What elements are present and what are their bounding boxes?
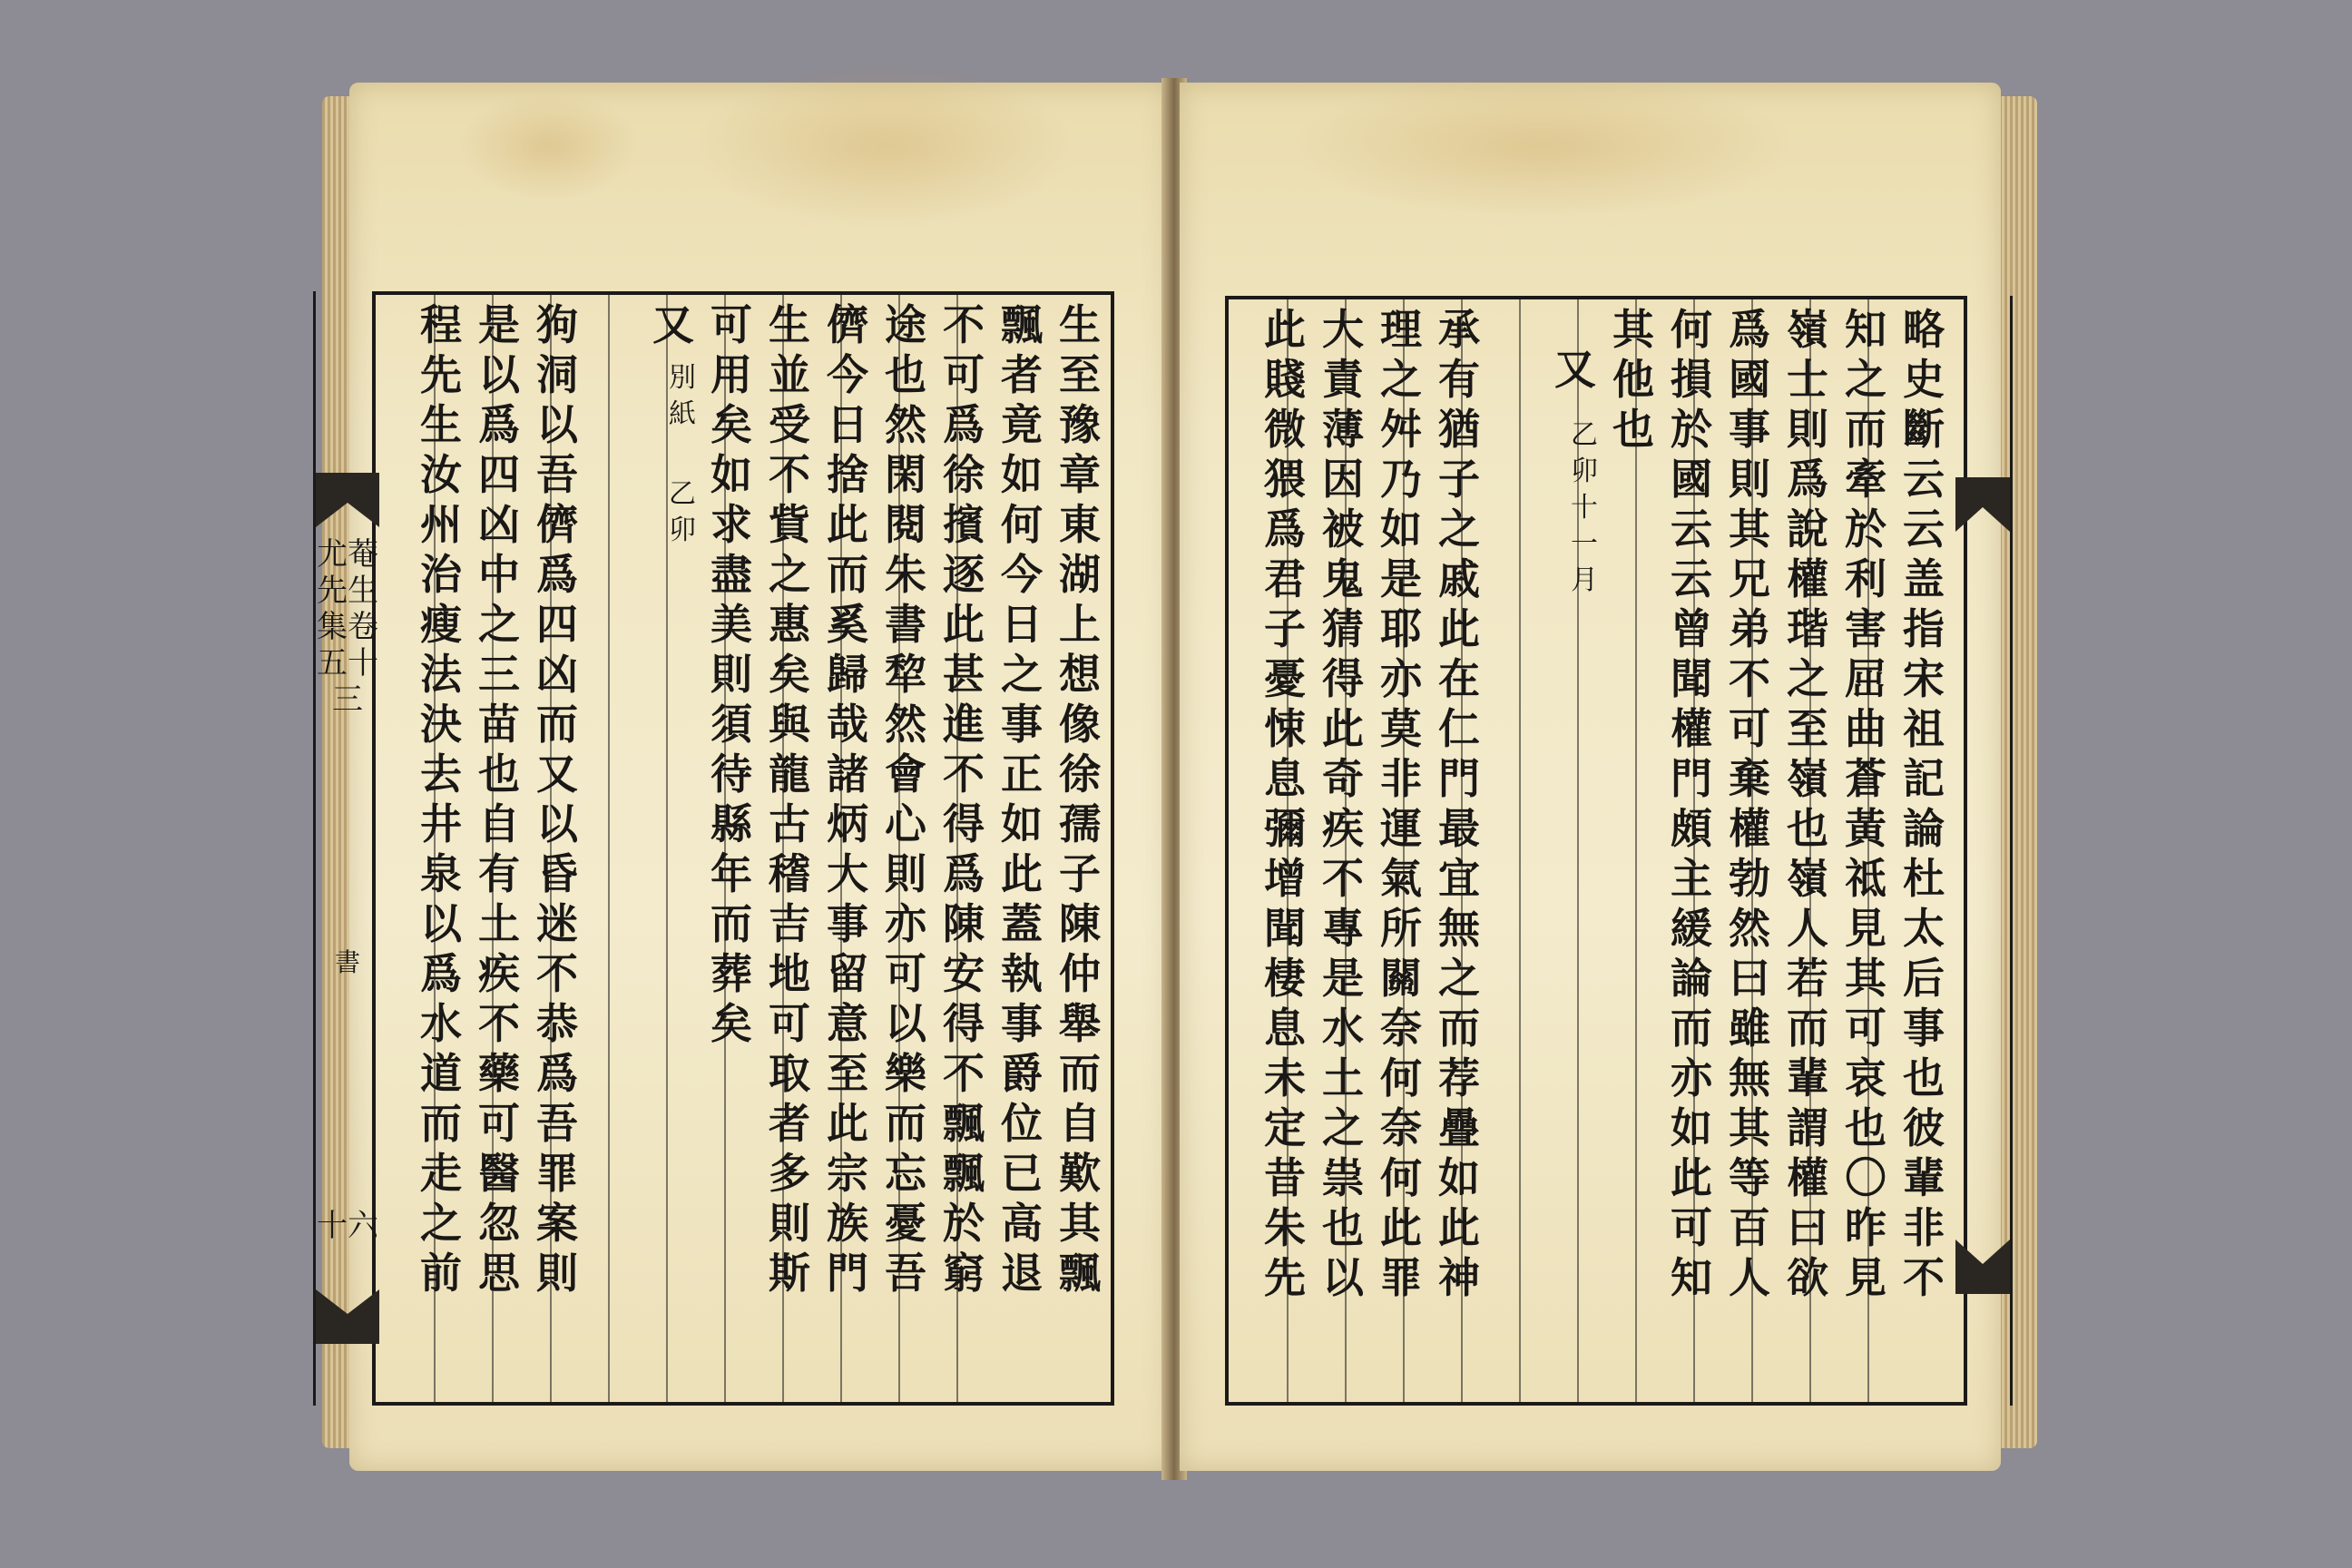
text-column: 此賤微猥爲君子憂悚息彌增聞棲息未定昔朱先	[1264, 305, 1306, 1302]
date-note: 乙卯	[669, 478, 696, 546]
open-book	[317, 78, 2037, 1485]
column-rule	[666, 295, 668, 1402]
left-text-frame	[372, 291, 1114, 1406]
text-column: 略史斷云云盖指宋祖記論杜太后事也彼輩非不	[1903, 305, 1945, 1302]
text-column: 其他也	[1612, 305, 1654, 454]
text-column: 生並受不貲之惠矣與龍古𥡴吉地可取者多則斯	[769, 300, 810, 1298]
water-stain	[458, 92, 640, 201]
page-number: 十六	[317, 1208, 378, 1244]
text-column: 承有猶子之戚此在仁門最宜無之而荐疊如此神	[1438, 305, 1480, 1302]
left-page	[317, 83, 1171, 1471]
lower-fishtail-mark	[1955, 1240, 2010, 1294]
section-heading: 又	[652, 300, 694, 349]
text-column: 大責薄因被鬼猜得此奇疾不專是水土之祟也以	[1322, 305, 1364, 1302]
text-column: 爲國事則其兄弟不可棄權勃然曰雖無其等百人	[1729, 305, 1770, 1302]
water-stain	[1289, 74, 1797, 219]
right-text-frame	[1225, 296, 1967, 1406]
upper-fishtail-mark	[316, 473, 379, 527]
column-rule	[1635, 299, 1637, 1402]
right-fold-column	[1955, 296, 2013, 1406]
water-stain	[694, 64, 1075, 228]
date-note: 乙卯十一月	[1571, 419, 1598, 596]
text-column: 途也然閑閱朱書犂然會心則亦可以樂而忘憂吾	[885, 300, 926, 1298]
text-column: 飄者竟如何今日之事正如此蓋執事爵位已高退	[1001, 300, 1043, 1298]
text-column: 何損於國云云曾聞權門頗主緩論而亦如此可知	[1671, 305, 1712, 1302]
text-column: 生至豫章東湖上想像徐孺子陳仲舉而自歎其飄	[1059, 300, 1101, 1298]
text-column: 狗洞以吾儕爲四凶而又以昏迷不恭爲吾罪案則	[536, 300, 578, 1298]
text-column: 不可爲徐擯逐此甚進不得爲陳安得不飄飄於窮	[943, 300, 985, 1298]
text-column: 理之舛乃如是耶亦莫非運氣所關奈何奈何此罪	[1380, 305, 1422, 1302]
column-rule	[608, 295, 610, 1402]
section-heading: 又	[1554, 345, 1596, 394]
column-rule	[1519, 299, 1521, 1402]
text-column: 知之而牽於利害屈曲蒼黃祗見其可哀也〇昨見	[1845, 305, 1886, 1302]
section-label: 書	[334, 947, 360, 977]
text-column: 可用矣如求盡美則須待縣年而葬矣	[710, 300, 752, 1048]
book-title-label: 尤菴先生集卷五十三	[317, 536, 378, 718]
right-page	[1180, 83, 2001, 1471]
text-column: 儕今日捨此而奚歸哉諸炳大事留意至此宗族門	[827, 300, 868, 1298]
text-column: 是以爲四凶中之三苗也自有土疾不藥可醫忽思	[478, 300, 520, 1298]
lower-fishtail-mark	[316, 1289, 379, 1344]
fold-column	[313, 291, 379, 1406]
upper-fishtail-mark	[1955, 477, 2010, 532]
text-column: 程先生汝州治瘦法決去井泉以爲水道而走之前	[420, 300, 462, 1298]
text-column: 嶺士則爲說權瑎之至嶺也嶺人若而輩謂權曰欲	[1787, 305, 1828, 1302]
sub-heading-note: 別紙	[669, 362, 696, 430]
